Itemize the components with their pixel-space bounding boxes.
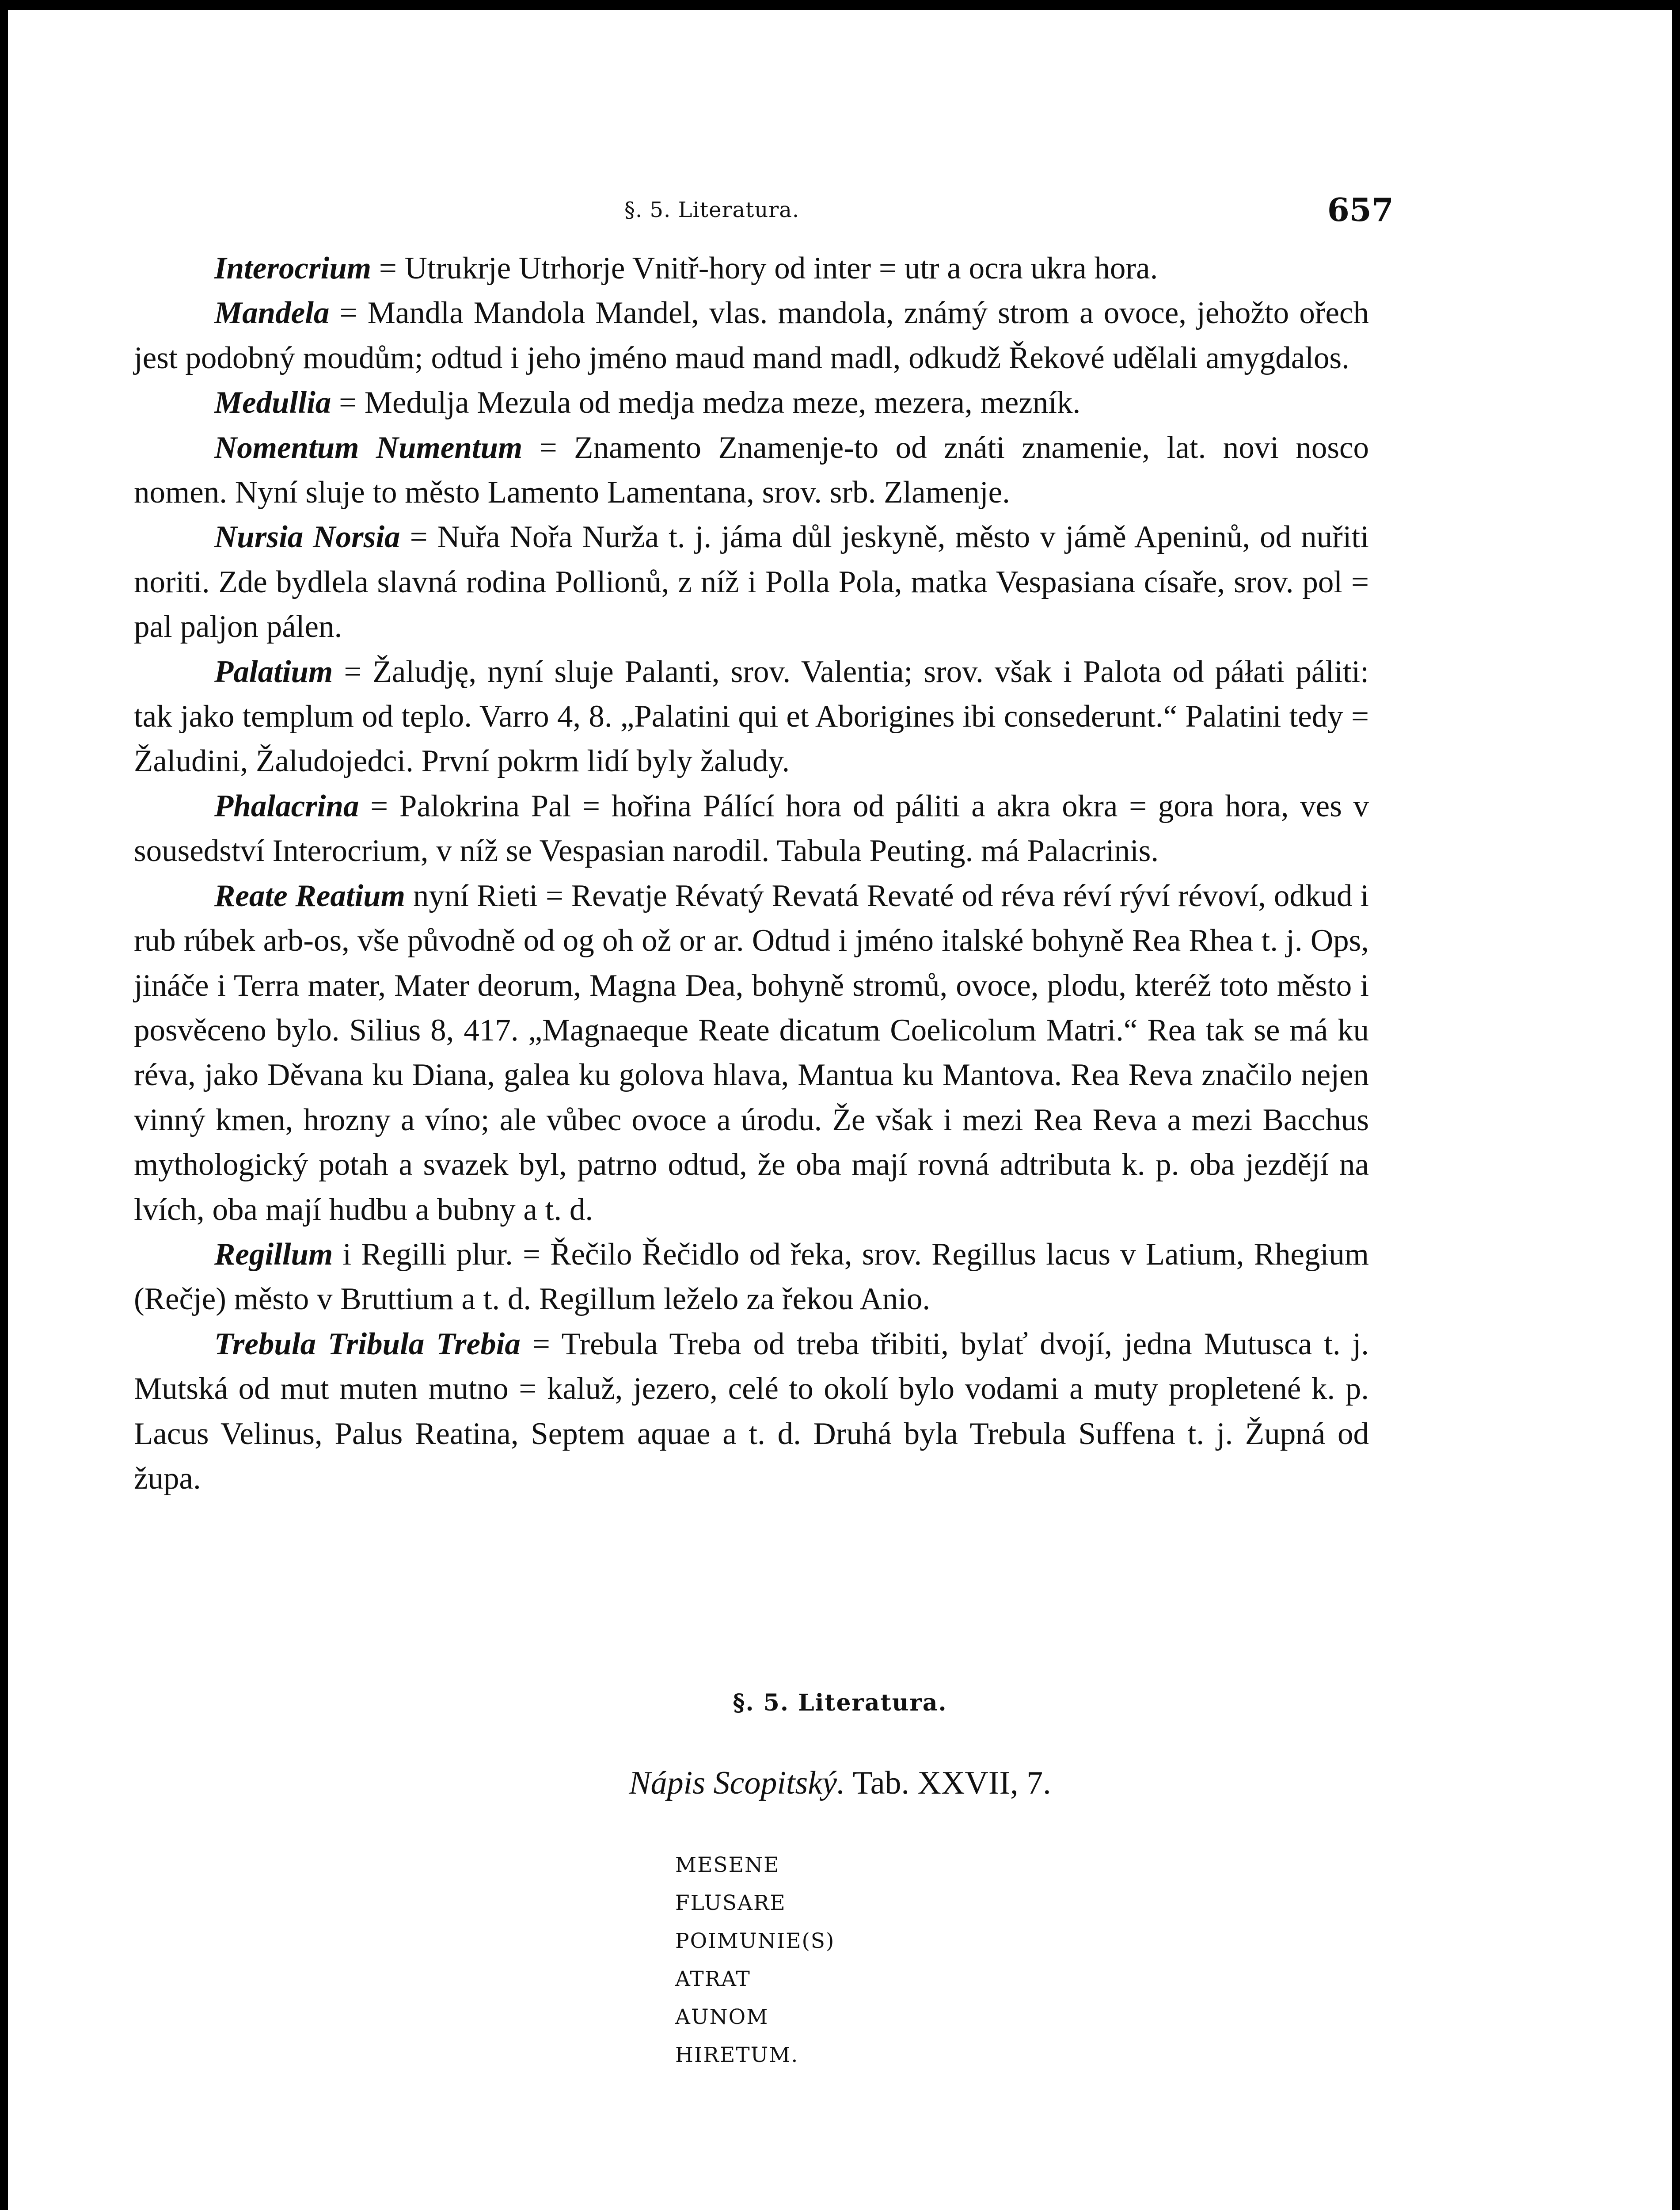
page-number: 657	[1327, 191, 1394, 229]
entry-term: Interocrium	[214, 251, 372, 286]
inscription-line: MESENE	[675, 1853, 780, 1877]
inscription-line: FLUSARE	[675, 1891, 786, 1915]
entry-text: = Nuřa Nořa Nurža t. j. jáma důl jeskyně, město v jámě Apeninů, od nuřiti noriti. Zde bydlela slavná rodina Pollionů, z níž i Polla Pola, matka Vespasiana císaře, srov. pol = pal paljon pálen.	[134, 520, 1369, 644]
entry-text: = Palokrina Pal = hořina Pálící hora od páliti a akra okra = gora hora, ves v sousedství Interocrium, v níž se Vespasian narodil. Tabula Peuting. má Palacrinis.	[134, 789, 1369, 869]
entry-text: i Regilli plur. = Řečilo Řečidlo od řeka, srov. Regillus lacus v Latium, Rhegium (Rečje) město v Bruttium a t. d. Regillum leželo za řekou Anio.	[134, 1237, 1369, 1317]
entry-regillum	[134, 1232, 1369, 1322]
entry-text: = Medulja Mezula od medja medza meze, mezera, mezník.	[331, 385, 1081, 420]
entry-text: = Utrukrje Utrhorje Vnitř-hory od inter = utr a ocra ukra hora.	[371, 251, 1158, 286]
entry-term: Regillum	[214, 1237, 333, 1272]
book-page	[8, 10, 1672, 2210]
entry-interocrium	[134, 246, 1369, 291]
inscription-lines	[675, 1846, 835, 2074]
inscription-title-rest: Tab. XXVII, 7.	[845, 1765, 1051, 1801]
entry-term: Medullia	[214, 385, 331, 420]
body-text	[134, 246, 1369, 1501]
entry-term: Nomentum Numentum	[214, 430, 523, 465]
entry-mandela	[134, 291, 1369, 381]
entry-trebula	[134, 1322, 1369, 1501]
inscription-line: AUNOM	[675, 2005, 769, 2029]
entry-nursia	[134, 515, 1369, 649]
entry-phalacrina	[134, 784, 1369, 874]
inscription-line: ATRAT	[675, 1967, 751, 1991]
page-header	[8, 189, 1672, 237]
entry-term: Nursia Norsia	[214, 520, 400, 555]
section-heading: §. 5. Literatura.	[733, 1689, 947, 1716]
entry-nomentum	[134, 426, 1369, 515]
entry-text: = Žaludję, nyní sluje Palanti, srov. Valentia; srov. však i Palota od páłati páliti: tak jako templum od teplo. Varro 4, 8. „Palatini qui et Aborigines ibi consederunt.“ Palatini tedy = Žaludini, Žaludojedci. První pokrm lidí byly žaludy.	[134, 654, 1369, 779]
entry-term: Phalacrina	[214, 789, 359, 823]
entry-text: nyní Rieti = Revatje Révatý Revatá Revaté od réva réví rýví révoví, odkud i rub rúbek arb-os, vše původně od og oh ož or ar. Odtud i jméno italské bohyně Rea Rhea t. j. Ops, jináče i Terra mater, Mater deorum, Magna Dea, bohyně stromů, ovoce, plodu, kteréž toto město i posvěceno bylo. Silius 8, 417. „Magnaeque Reate dicatum Coelicolum Matri.“ Rea tak se má ku réva, jako Děvana ku Diana, galea ku golova hlava, Mantua ku Mantova. Rea Reva značilo nejen vinný kmen, hrozny a víno; ale vůbec ovoce a úrodu. Že však i mezi Rea Reva a mezi Bacchus mythologický potah a svazek byl, patrno odtud, že oba mají rovná adtributa k. p. oba jezdějí na lvích, oba mají hudbu a bubny a t. d.	[134, 878, 1369, 1227]
entry-palatium	[134, 650, 1369, 784]
entry-term: Reate Reatium	[214, 878, 406, 913]
inscription-line: HIRETUM.	[675, 2043, 799, 2067]
entry-text: = Trebula Treba od treba třibiti, bylať dvojí, jedna Mutusca t. j. Mutská od mut muten mutno = kaluž, jezero, celé to okolí bylo vodami a muty propletené k. p. Lacus Velinus, Palus Reatina, Septem aquae a t. d. Druhá byla Trebula Suffena t. j. Župná od župa.	[134, 1326, 1369, 1496]
entry-term: Mandela	[214, 296, 330, 331]
entry-term: Palatium	[214, 654, 333, 689]
entry-text: = Znamento Znamenje-to od znáti znamenie, lat. novi nosco nomen. Nyní sluje to město Lamento Lamentana, srov. srb. Zlamenje.	[134, 430, 1369, 510]
entry-term: Trebula Tribula Trebia	[214, 1326, 521, 1361]
running-head: §. 5. Literatura.	[624, 198, 800, 222]
entry-medullia	[134, 381, 1369, 425]
inscription-title	[8, 1764, 1672, 1802]
entry-text: = Mandla Mandola Mandel, vlas. mandola, známý strom a ovoce, jehožto ořech jest podobný moudům; odtud i jeho jméno maud mand madl, odkudž Řekové udělali amygdalos.	[134, 296, 1369, 375]
entry-reate	[134, 874, 1369, 1232]
inscription-line: POIMUNIE(S)	[675, 1929, 835, 1953]
inscription-title-italic: Nápis Scopitský.	[629, 1765, 845, 1801]
